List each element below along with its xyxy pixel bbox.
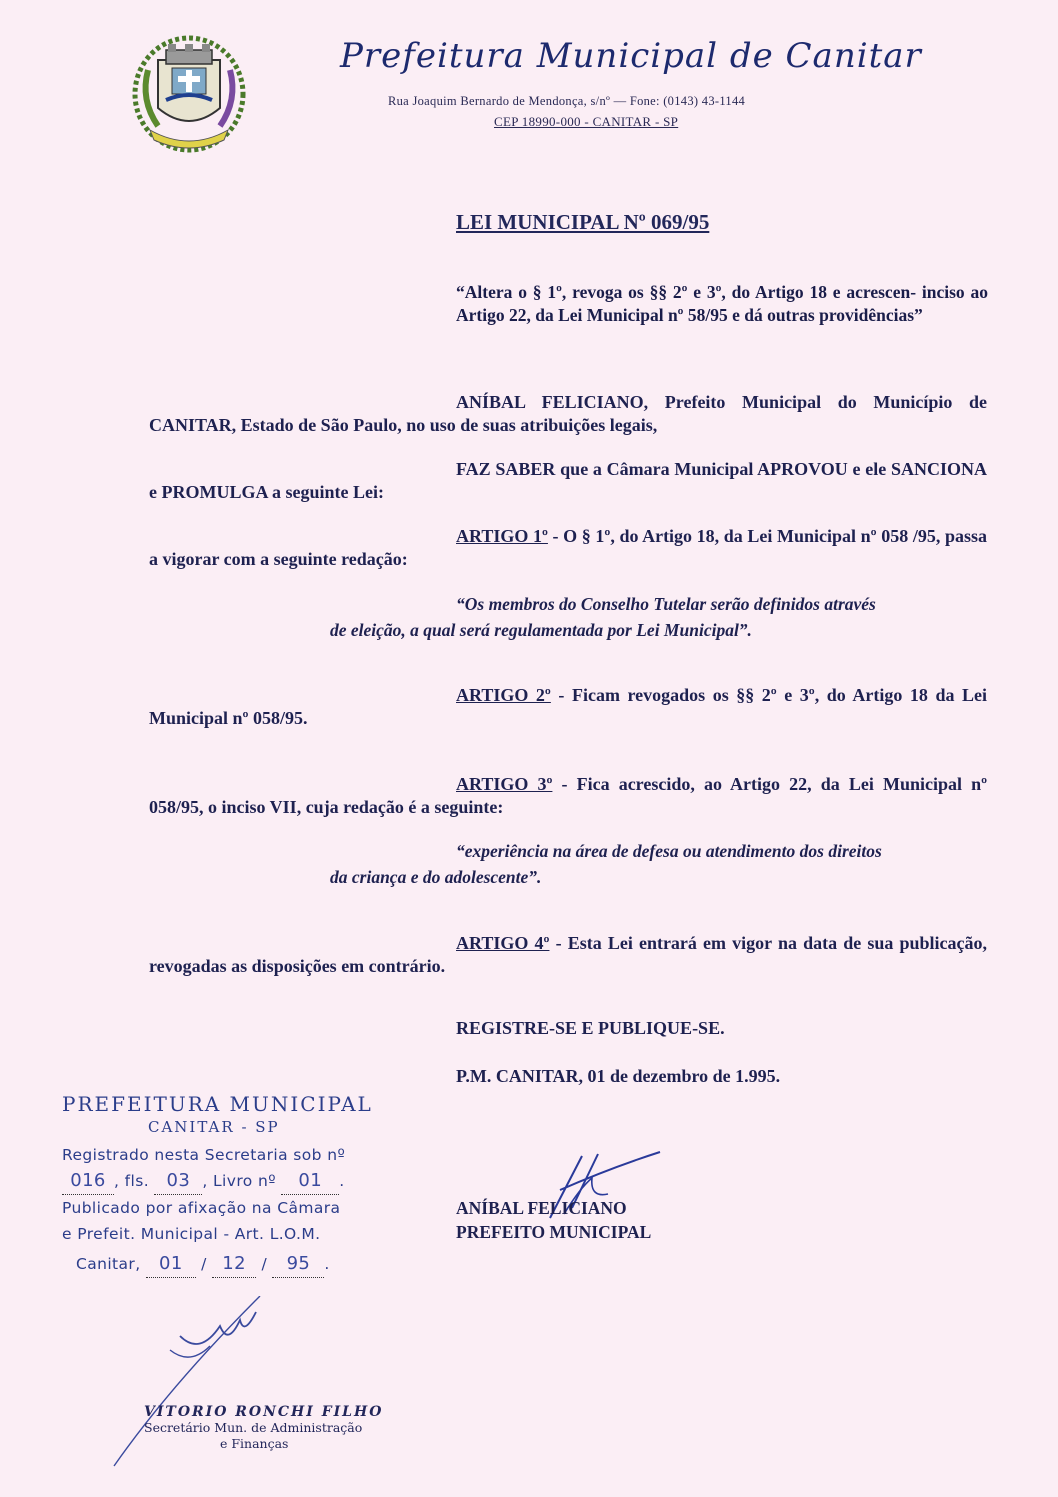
registre-publique: REGISTRE-SE E PUBLIQUE-SE. — [456, 1018, 725, 1038]
registration-stamp — [62, 1092, 397, 1278]
article-1-text-rest: /95, passa a vigorar com a seguinte redação: — [149, 526, 987, 569]
article-4-text-rest: publicação, revogadas as disposições em contrário. — [149, 933, 987, 976]
stamp-city: CANITAR - SP — [148, 1118, 280, 1136]
secretary-name: VITORIO RONCHI FILHO — [144, 1404, 384, 1420]
stamp-heading: PREFEITURA MUNICIPAL — [62, 1092, 373, 1116]
article-4-label: ARTIGO 4º — [456, 933, 550, 953]
stamp-year: 95 — [272, 1251, 324, 1278]
mayor-title: PREFEITO MUNICIPAL — [456, 1222, 652, 1242]
municipal-crest-logo — [128, 30, 250, 155]
stamp-published-1: Publicado por afixação na Câmara — [62, 1199, 341, 1217]
article-1-quote — [330, 591, 970, 643]
article-3-text: - Fica acrescido, ao Artigo 22, da Lei — [552, 774, 874, 794]
article-2 — [149, 684, 987, 730]
article-3-label: ARTIGO 3º — [456, 774, 553, 794]
stamp-livro-value: 01 — [281, 1168, 339, 1195]
article-3-quote-rest: da criança e do adolescente”. — [330, 867, 542, 887]
article-1-text: - O § 1º, do Artigo 18, da Lei Municipal nº 058 — [547, 526, 909, 546]
stamp-day: 01 — [146, 1251, 196, 1278]
stamp-date-row: Canitar, 01 / 12 / 95 . — [76, 1251, 397, 1278]
mayor-signature-block — [456, 1196, 651, 1244]
article-3-quote — [330, 838, 970, 890]
stamp-reg-row: 016 , fls. 03 , Livro nº 01 . — [62, 1168, 397, 1195]
stamp-fls-value: 03 — [154, 1168, 202, 1195]
date-line: P.M. CANITAR, 01 de dezembro de 1.995. — [456, 1066, 781, 1086]
preamble-line2-rest: SANCIONA e PROMULGA a seguinte Lei: — [149, 459, 987, 502]
stamp-month: 12 — [212, 1251, 256, 1278]
secretary-role-2: e Finanças — [220, 1436, 289, 1451]
article-4 — [149, 932, 987, 978]
stamp-registered: Registrado nesta Secretaria sob nº — [62, 1146, 346, 1164]
stamp-reg-number: 016 — [62, 1168, 114, 1195]
law-ementa: “Altera o § 1º, revoga os §§ 2º e 3º, do Artigo 18 e acrescen- inciso ao Artigo 22, da Lei Municipal nº 58/95 e dá outras providências” — [456, 282, 988, 325]
letterhead-title: Prefeitura Municipal de Canitar — [340, 36, 922, 76]
secretary-role-1: Secretário Mun. de Administração — [144, 1420, 363, 1435]
letterhead-address: Rua Joaquim Bernardo de Mendonça, s/nº — Fone: (0143) 43-1144 — [388, 94, 746, 108]
article-2-text-rest: da Lei Municipal nº 058/95. — [149, 685, 987, 728]
article-1-quote-rest: de eleição, a qual será regulamentada por Lei Municipal”. — [330, 620, 752, 640]
article-3-text-rest: Municipal nº 058/95, o inciso VII, cuja redação é a seguinte: — [149, 774, 988, 817]
preamble-line1-start: ANÍBAL FELICIANO, Prefeito Municipal do Município — [456, 392, 953, 412]
stamp-published-2: e Prefeit. Municipal - Art. L.O.M. — [62, 1225, 321, 1243]
article-2-text: - Ficam revogados os §§ 2º e 3º, do Artigo 18 — [550, 685, 928, 705]
article-1-label: ARTIGO 1º — [456, 526, 548, 546]
stamp-fls-label: , fls. — [114, 1172, 150, 1190]
letterhead-cep: CEP 18990-000 - CANITAR - SP — [494, 114, 679, 129]
preamble-paragraph-2 — [149, 458, 987, 504]
article-1-quote-start: “Os membros do Conselho Tutelar serão definidos através — [456, 594, 876, 614]
secretary-block — [136, 1404, 383, 1451]
stamp-canitar-label: Canitar, — [76, 1255, 141, 1273]
article-1 — [149, 525, 987, 571]
article-3 — [149, 773, 987, 819]
article-2-label: ARTIGO 2º — [456, 685, 551, 705]
stamp-livro-label: , Livro nº — [202, 1172, 276, 1190]
law-title: LEI MUNICIPAL Nº 069/95 — [456, 210, 710, 234]
preamble-line1-rest: de CANITAR, Estado de São Paulo, no uso de suas atribuições legais, — [149, 392, 988, 435]
mayor-name: ANÍBAL FELICIANO — [456, 1198, 627, 1218]
article-3-quote-start: “experiência na área de defesa ou atendimento dos direitos — [456, 841, 882, 861]
article-4-text: - Esta Lei entrará em vigor na data de sua — [549, 933, 894, 953]
preamble-line2-start: FAZ SABER que a Câmara Municipal APROVOU e ele — [456, 459, 887, 479]
preamble-paragraph-1 — [149, 391, 987, 437]
